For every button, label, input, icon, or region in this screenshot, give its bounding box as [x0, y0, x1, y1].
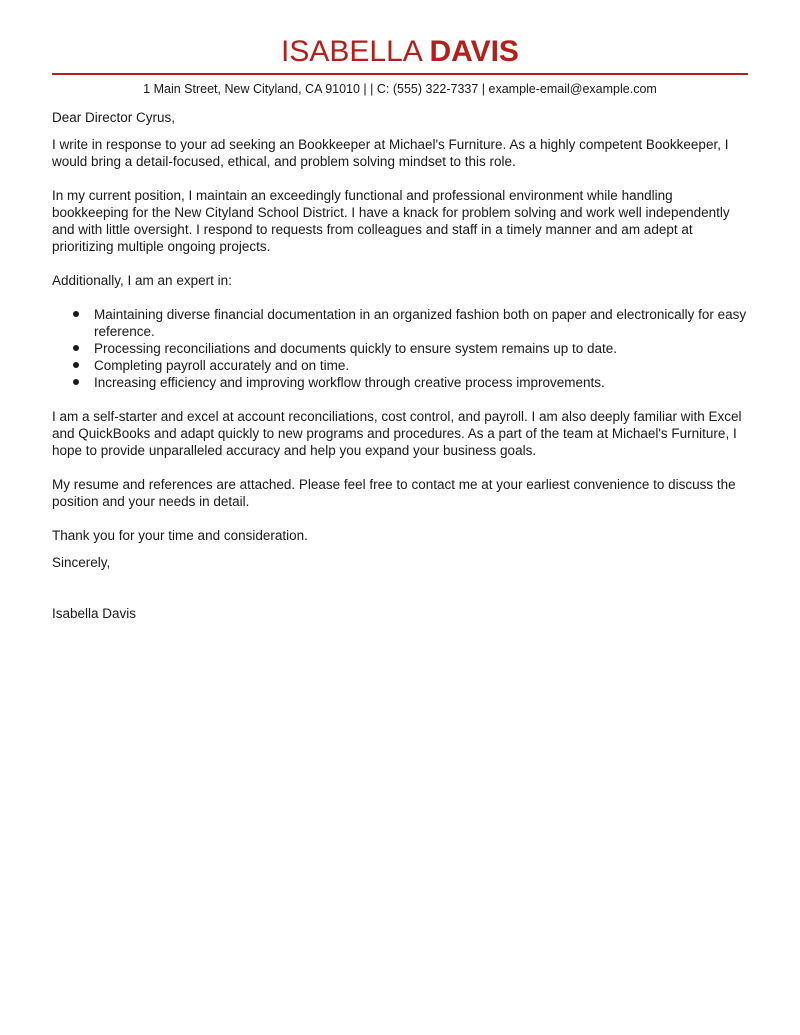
- expertise-list: [52, 306, 752, 391]
- list-item-text: Increasing efficiency and improving workflow through creative process improvements.: [94, 375, 605, 390]
- list-item-text: Completing payroll accurately and on time.: [94, 358, 350, 373]
- letter-paragraph-3: Additionally, I am an expert in:: [52, 273, 232, 288]
- letter-paragraph-5: My resume and references are attached. Please feel free to contact me at your earliest convenience to discuss the position and your needs in detail.: [52, 477, 736, 509]
- bullet-icon: [73, 379, 79, 385]
- bullet-icon: [73, 345, 79, 351]
- contact-info: 1 Main Street, New Cityland, CA 91010 | | C: (555) 322-7337 | example-email@example.com: [143, 82, 657, 96]
- applicant-name: [0, 34, 800, 70]
- letter-closing: Sincerely,: [52, 555, 111, 570]
- list-item: [52, 306, 752, 340]
- applicant-first-name: ISABELLA: [281, 35, 422, 68]
- bullet-icon: [73, 311, 79, 317]
- letter-greeting: Dear Director Cyrus,: [52, 110, 176, 125]
- bullet-icon: [73, 362, 79, 368]
- list-item: [52, 357, 752, 374]
- header-divider: [52, 73, 748, 75]
- letter-paragraph-1: I write in response to your ad seeking an Bookkeeper at Michael's Furniture. As a highly competent Bookkeeper, I would bring a detail-focused, ethical, and problem solving mindset to this role.: [52, 137, 729, 169]
- list-item: [52, 374, 752, 391]
- letter-signature: Isabella Davis: [52, 606, 137, 621]
- letter-paragraph-6: Thank you for your time and consideration.: [52, 528, 308, 543]
- list-item: [52, 340, 752, 357]
- letter-paragraph-4: I am a self-starter and excel at account reconciliations, cost control, and payroll. I am also deeply familiar with Excel and QuickBooks and adapt quickly to new programs and procedures. As a part of the team at Michael's Furniture, I hope to provide unparalleled accuracy and help you expand your business goals.: [52, 409, 742, 458]
- list-item-text: Maintaining diverse financial documentation in an organized fashion both on paper and electronically for easy reference.: [94, 307, 747, 339]
- applicant-last-name: DAVIS: [429, 35, 519, 68]
- list-item-text: Processing reconciliations and documents quickly to ensure system remains up to date.: [94, 341, 618, 356]
- letter-paragraph-2: In my current position, I maintain an exceedingly functional and professional environment while handling bookkeeping for the New Cityland School District. I have a knack for problem solving and work well independently and with little oversight. I respond to requests from colleagues and staff in a timely manner and am adept at prioritizing multiple ongoing projects.: [52, 188, 730, 254]
